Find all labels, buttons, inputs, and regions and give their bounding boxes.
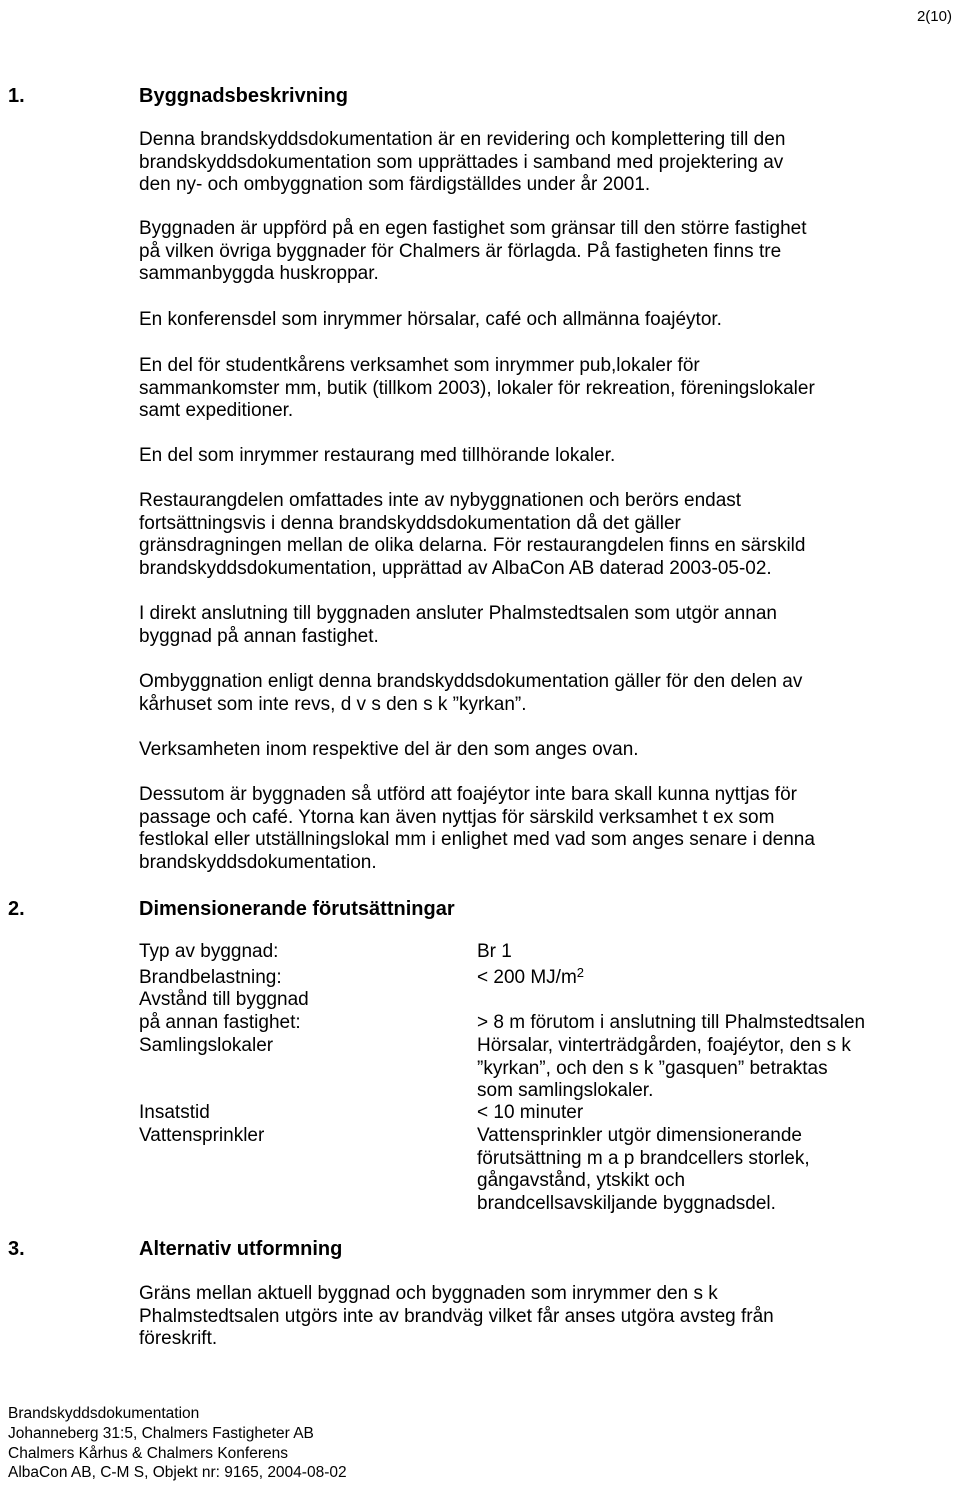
spec-label bbox=[139, 967, 469, 990]
document-footer bbox=[8, 1404, 347, 1483]
text-line: gångavstånd, ytskikt och bbox=[477, 1170, 686, 1192]
paragraph bbox=[139, 1283, 951, 1351]
spec-label bbox=[139, 1102, 469, 1125]
text-line: Vattensprinkler bbox=[139, 1125, 265, 1146]
text-line: Verksamheten inom respektive del är den som anges ovan. bbox=[139, 739, 639, 760]
text-line: Avstånd till byggnad bbox=[139, 989, 309, 1010]
paragraph bbox=[139, 784, 951, 874]
text-line: Gräns mellan aktuell byggnad och byggnaden som inrymmer den s k bbox=[139, 1283, 718, 1304]
text-line: brandcellsavskiljande byggnadsdel. bbox=[477, 1192, 776, 1214]
spec-value bbox=[477, 1102, 957, 1125]
text-line: förutsättning m a p brandcellers storlek, bbox=[477, 1147, 810, 1169]
footer-line: AlbaCon AB, C-M S, Objekt nr: 9165, 2004-08-02 bbox=[8, 1464, 347, 1482]
text-line: fortsättningsvis i denna brandskyddsdokumentation då det gäller bbox=[139, 512, 681, 534]
text-line: kårhuset som inte revs, d v s den s k ”kyrkan”. bbox=[139, 693, 527, 715]
text-line: på vilken övriga byggnader för Chalmers är förlagda. På fastigheten finns tre bbox=[139, 240, 782, 262]
text-line: En del för studentkårens verksamhet som inrymmer pub,lokaler för bbox=[139, 355, 700, 376]
text-line: brandskyddsdokumentation som upprättades i samband med projektering av bbox=[139, 151, 784, 173]
text-line: En del som inrymmer restaurang med tillhörande lokaler. bbox=[139, 445, 616, 466]
text-line: passage och café. Ytorna kan även nyttjas för särskild verksamhet t ex som bbox=[139, 806, 775, 828]
text-line: ”kyrkan”, och den s k ”gasquen” betraktas bbox=[477, 1057, 828, 1079]
text-line: Insatstid bbox=[139, 1102, 210, 1123]
paragraph bbox=[139, 603, 951, 648]
section-2-heading bbox=[8, 897, 455, 921]
text-line: den ny- och ombyggnation som färdigställdes under år 2001. bbox=[139, 174, 651, 196]
text-line: sammanbyggda huskroppar. bbox=[139, 263, 379, 285]
text-line: Denna brandskyddsdokumentation är en revidering och komplettering till den bbox=[139, 129, 786, 150]
section-1-title: Byggnadsbeskrivning bbox=[139, 85, 348, 107]
spec-value bbox=[477, 989, 957, 1034]
text-line: sammankomster mm, butik (tillkom 2003), lokaler för rekreation, föreningslokaler bbox=[139, 377, 815, 399]
text-line: Dessutom är byggnaden så utförd att foajéytor inte bara skall kunna nyttjas för bbox=[139, 784, 797, 805]
text-line: < 10 minuter bbox=[477, 1102, 584, 1123]
text-line: En konferensdel som inrymmer hörsalar, café och allmänna foajéytor. bbox=[139, 309, 722, 330]
paragraph bbox=[139, 671, 951, 716]
paragraph bbox=[139, 445, 951, 468]
text-line: Vattensprinkler utgör dimensionerande bbox=[477, 1125, 802, 1146]
spec-value bbox=[477, 1125, 957, 1215]
text-line: > 8 m förutom i anslutning till Phalmstedtsalen bbox=[477, 1011, 866, 1033]
text-line: Br 1 bbox=[477, 941, 512, 962]
footer-line: Brandskyddsdokumentation bbox=[8, 1405, 200, 1422]
section-2-number: 2. bbox=[8, 898, 25, 920]
section-3-number: 3. bbox=[8, 1238, 25, 1260]
section-1-heading bbox=[8, 84, 348, 108]
paragraph bbox=[139, 490, 951, 580]
spec-label bbox=[139, 941, 469, 964]
section-3-heading bbox=[8, 1237, 342, 1261]
text-line: samt expeditioner. bbox=[139, 400, 294, 422]
paragraph bbox=[139, 309, 951, 332]
fire-load-value: < 200 MJ/m bbox=[477, 967, 577, 988]
text-line: Restaurangdelen omfattades inte av nybyggnationen och berörs endast bbox=[139, 490, 742, 511]
text-line: I direkt anslutning till byggnaden ansluter Phalmstedtsalen som utgör annan bbox=[139, 603, 777, 624]
paragraph bbox=[139, 129, 951, 197]
spec-value bbox=[477, 967, 957, 990]
section-2-title: Dimensionerande förutsättningar bbox=[139, 898, 455, 920]
text-line: på annan fastighet: bbox=[139, 1011, 301, 1033]
text-line: Typ av byggnad: bbox=[139, 941, 279, 962]
text-line: Phalmstedtsalen utgörs inte av brandväg vilket får anses utgöra avsteg från bbox=[139, 1305, 774, 1327]
footer-line: Johanneberg 31:5, Chalmers Fastigheter AB bbox=[8, 1424, 314, 1442]
spec-label bbox=[139, 989, 469, 1034]
text-line: festlokal eller utställningslokal mm i enlighet med vad som anges senare i denna bbox=[139, 829, 815, 851]
text-line: byggnad på annan fastighet. bbox=[139, 625, 379, 647]
paragraph bbox=[139, 355, 951, 423]
text-line: Ombyggnation enligt denna brandskyddsdokumentation gäller för den delen av bbox=[139, 671, 803, 692]
text-line: föreskrift. bbox=[139, 1328, 218, 1350]
text-line: Byggnaden är uppförd på en egen fastighet som gränsar till den större fastighet bbox=[139, 218, 807, 239]
spec-label bbox=[139, 1125, 469, 1148]
paragraph bbox=[139, 739, 951, 762]
spec-label bbox=[139, 1035, 469, 1058]
text-line: Hörsalar, vinterträdgården, foajéytor, den s k bbox=[477, 1035, 851, 1056]
spec-value bbox=[477, 1035, 957, 1103]
section-3-title: Alternativ utformning bbox=[139, 1238, 343, 1260]
text-line bbox=[477, 967, 957, 990]
text-line bbox=[477, 989, 957, 1012]
spec-value bbox=[477, 941, 957, 964]
text-line: brandskyddsdokumentation, upprättad av AlbaCon AB daterad 2003-05-02. bbox=[139, 557, 772, 579]
page-number: 2(10) bbox=[916, 8, 952, 25]
paragraph bbox=[139, 218, 951, 286]
unit-exponent: 2 bbox=[576, 965, 585, 980]
text-line: Brandbelastning: bbox=[139, 967, 282, 988]
text-line: Samlingslokaler bbox=[139, 1035, 274, 1056]
text-line: brandskyddsdokumentation. bbox=[139, 851, 377, 873]
footer-line: Chalmers Kårhus & Chalmers Konferens bbox=[8, 1444, 288, 1462]
section-1-number: 1. bbox=[8, 85, 25, 107]
text-line: gränsdragningen mellan de olika delarna. För restaurangdelen finns en särskild bbox=[139, 535, 806, 557]
text-line: som samlingslokaler. bbox=[477, 1080, 654, 1102]
